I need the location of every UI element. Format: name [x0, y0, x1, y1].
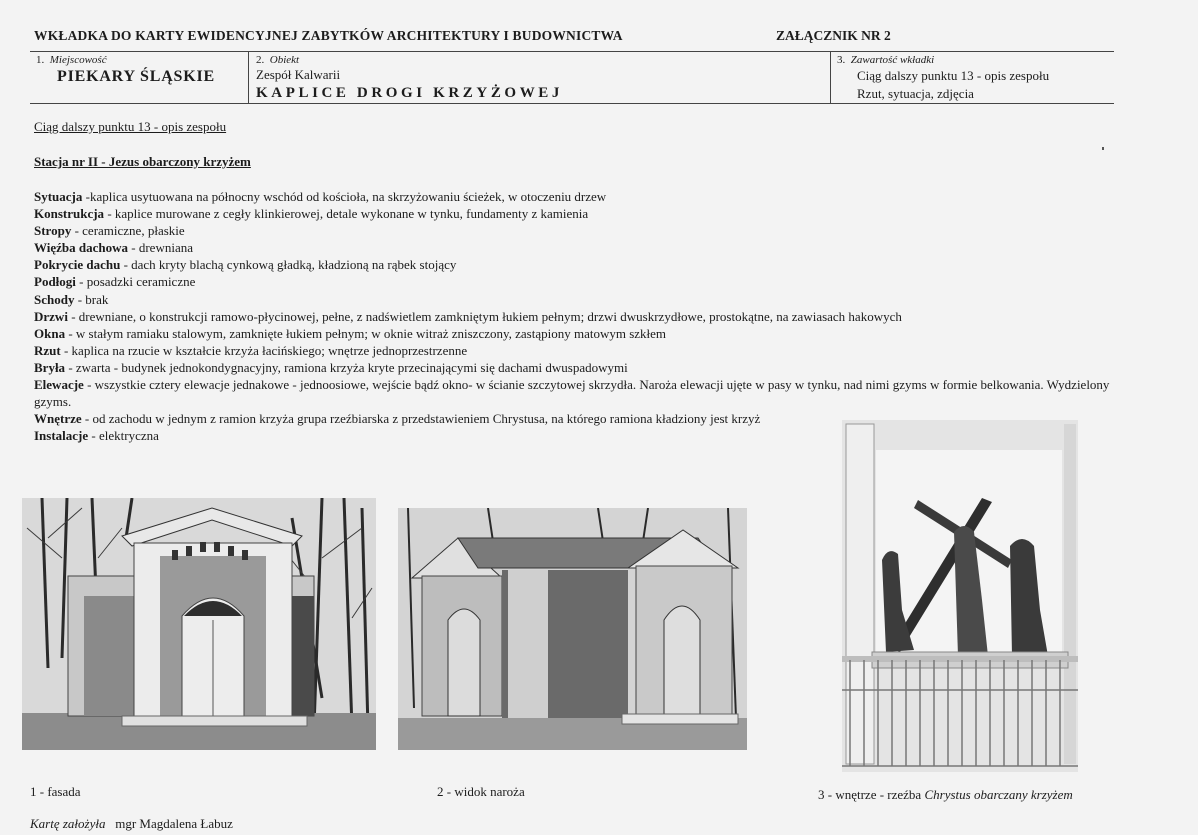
document-title: WKŁADKA DO KARTY EWIDENCYJNEJ ZABYTKÓW ARCHITEKTURY I BUDOWNICTWA: [34, 28, 623, 43]
chapel-facade-image: [22, 498, 376, 750]
term-label: Elewacje: [34, 377, 84, 393]
term-text: - posadzki ceramiczne: [75, 274, 196, 290]
object-label: Obiekt: [269, 54, 300, 66]
caption-photo-2: 2 - widok naroża: [437, 784, 525, 799]
term-text: - kaplica na rzucie w kształcie krzyża łacińskiego; wnętrze jednoprzestrzenne: [60, 342, 468, 358]
description-row: [34, 188, 1114, 205]
description-row: [34, 308, 1114, 325]
term-text: - elektryczna: [88, 428, 159, 444]
scan-speck: [1102, 147, 1104, 150]
term-text: - w stałym ramiaku stalowym, zamknięte łukiem pełnym; w oknie witraż zniszczony, zastąpiony matowym szkłem: [65, 325, 667, 341]
object-value-name: KAPLICE DROGI KRZYŻOWEJ: [256, 85, 563, 101]
term-label: Okna: [34, 325, 66, 341]
form-bottom-rule: [30, 103, 1114, 104]
photo-interior: [842, 420, 1078, 772]
object-value-complex: Zespół Kalwarii: [256, 67, 341, 82]
caption-photo-1: 1 - fasada: [30, 784, 81, 799]
description-row: [34, 325, 1114, 342]
caption-photo-3-prefix: 3 - wnętrze - rzeźba: [818, 787, 925, 802]
sculpture-image: [842, 420, 1078, 772]
place-label: Miejscowość: [49, 54, 107, 66]
term-text: -kaplica usytuowana na północny wschód od kościoła, na skrzyżowaniu ścieżek, w otoczeniu drzew: [82, 189, 607, 204]
caption-photo-3: [818, 787, 1073, 803]
term-label: Schody: [34, 291, 75, 307]
contents-label: Zawartość wkładki: [850, 54, 935, 66]
term-label: Więźba dachowa: [34, 240, 129, 256]
term-label: Podłogi: [34, 274, 76, 290]
contents-value-1: Ciąg dalszy punktu 13 - opis zespołu: [857, 68, 1050, 83]
term-text: - ceramiczne, płaskie: [71, 223, 185, 239]
object-number: 2.: [256, 54, 265, 66]
description-row: [34, 239, 1114, 256]
term-text: - kaplice murowane z cegły klinkierowej, detale wykonane w tynku, fundamenty z kamienia: [104, 206, 589, 222]
description-row: [34, 376, 1114, 410]
term-text: - od zachodu w jednym z ramion krzyża grupa rzeźbiarska z przedstawieniem Chrystusa, na którego ramiona kładziony jest krzyż: [81, 411, 761, 427]
footer-author-name: mgr Magdalena Łabuz: [115, 816, 233, 831]
place-field-label: [36, 54, 107, 66]
photo-corner-view: [398, 508, 747, 750]
description-row: [34, 359, 1114, 376]
term-text: - drewniane, o konstrukcji ramowo-płycinowej, pełne, z nadświetlem zamkniętym łukiem pełnym; drzwi dwuskrzydłowe, prostokątne, na zawiasach hakowych: [67, 308, 902, 324]
term-text: - zwarta - budynek jednokondygnacyjny, ramiona krzyża kryte przecinającymi się dachami dwuspadowymi: [65, 359, 628, 375]
footer-label: Kartę założyła: [30, 816, 106, 831]
term-text: - brak: [74, 291, 109, 307]
annex-label: ZAŁĄCZNIK NR 2: [776, 28, 891, 43]
continuation-heading: Ciąg dalszy punktu 13 - opis zespołu: [34, 119, 227, 134]
form-top-rule: [30, 51, 1114, 52]
object-field-label: [256, 54, 299, 66]
description-row: [34, 256, 1114, 273]
description-row: [34, 291, 1114, 308]
term-label: Bryła: [34, 359, 66, 375]
term-label: Drzwi: [34, 308, 68, 324]
term-text: - wszystkie cztery elewacje jednakowe - jednoosiowe, wejście bądź okno- w ścianie szczytowej skrzydła. Naroża elewacji ujęte w pasy w tynku, nad nimi gzyms w formie belkowania. Wydzielony gzyms.: [34, 377, 1110, 410]
form-divider-2: [830, 51, 831, 104]
term-text: - drewniana: [128, 240, 193, 256]
description-row: [34, 273, 1114, 290]
chapel-corner-image: [398, 508, 747, 750]
form-divider-1: [248, 51, 249, 104]
term-label: Pokrycie dachu: [34, 257, 121, 273]
contents-value-2: Rzut, sytuacja, zdjęcia: [857, 86, 974, 101]
photo-facade: [22, 498, 376, 750]
place-number: 1.: [36, 54, 45, 66]
description-row: [34, 222, 1114, 239]
term-label: Wnętrze: [34, 411, 82, 427]
description-row: [34, 342, 1114, 359]
contents-field-label: [837, 54, 934, 66]
footer-author: [30, 816, 233, 832]
description-row: [34, 205, 1114, 222]
term-label: Sytuacja: [34, 189, 83, 204]
term-label: Instalacje: [34, 428, 89, 444]
place-value: PIEKARY ŚLĄSKIE: [57, 68, 215, 85]
term-text: - dach kryty blachą cynkową gładką, kładzioną na rąbek stojący: [120, 257, 457, 273]
description-block: [34, 188, 1114, 444]
term-label: Konstrukcja: [34, 206, 105, 222]
term-label: Stropy: [34, 223, 72, 239]
caption-photo-3-title: Chrystus obarczany krzyżem: [924, 787, 1073, 802]
station-heading: Stacja nr II - Jezus obarczony krzyżem: [34, 154, 251, 169]
contents-number: 3.: [837, 54, 846, 66]
term-label: Rzut: [34, 342, 61, 358]
